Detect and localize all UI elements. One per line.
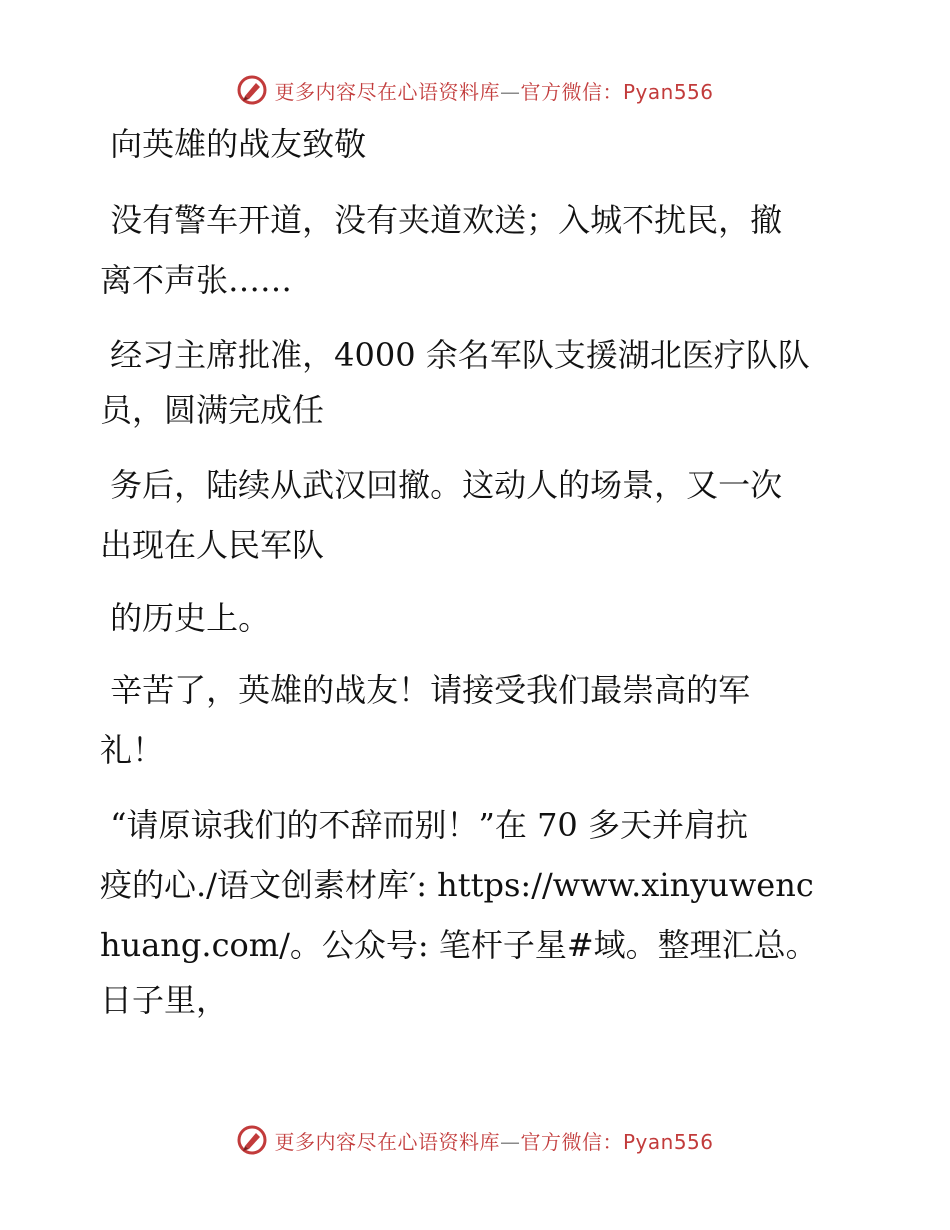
- paragraph-line: 礼！: [100, 731, 165, 769]
- paragraph-line: 离不声张……: [100, 261, 293, 299]
- paragraph-line: 务后，陆续从武汉回撤。这动人的场景，又一次: [100, 466, 783, 504]
- footer-banner-title: 更多内容尽在心语资料库: [274, 1129, 500, 1154]
- paragraph-line: 向英雄的战友致敬: [100, 125, 367, 163]
- paragraph-line: huang.com/。公众号: 笔杆子星#域。整理汇总。: [100, 926, 818, 964]
- header-banner-label: 官方微信：: [520, 79, 623, 104]
- header-banner: [0, 70, 950, 110]
- pen-logo-icon: [236, 74, 268, 106]
- paragraph-line: 没有警车开道，没有夹道欢送；入城不扰民，撤: [100, 201, 783, 239]
- footer-banner-text: [274, 1126, 713, 1155]
- footer-banner: [0, 1120, 950, 1160]
- paragraph-line: 日子里，: [100, 981, 229, 1019]
- paragraph-line: 出现在人民军队: [100, 526, 325, 564]
- pen-logo-icon: [236, 1124, 268, 1156]
- header-banner-title: 更多内容尽在心语资料库: [274, 79, 500, 104]
- header-banner-text: [274, 76, 713, 105]
- paragraph-line: 疫的心./语文创素材库′: https://www.xinyuwenc: [100, 866, 814, 904]
- header-banner-separator: —: [499, 79, 521, 104]
- paragraph-line: “请原谅我们的不辞而别！”在 70 多天并肩抗: [100, 806, 748, 844]
- header-banner-account: Pyan556: [622, 79, 714, 104]
- paragraph-line: 辛苦了，英雄的战友！请接受我们最崇高的军: [100, 671, 751, 709]
- paragraph-line: 员，圆满完成任: [100, 391, 325, 429]
- paragraph-line: 经习主席批准，4000 余名军队支援湖北医疗队队: [100, 336, 810, 374]
- footer-banner-label: 官方微信：: [520, 1129, 623, 1154]
- footer-banner-account: Pyan556: [622, 1129, 714, 1154]
- paragraph-line: 的历史上。: [100, 599, 271, 637]
- footer-banner-separator: —: [499, 1129, 521, 1154]
